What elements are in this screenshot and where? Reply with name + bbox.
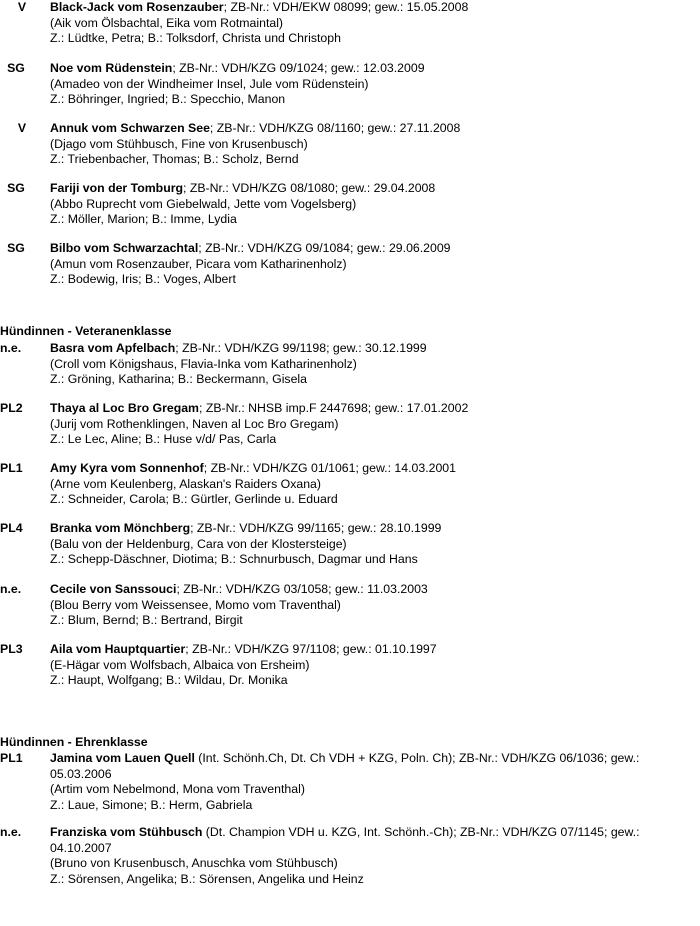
parents-line: (E-Hägar vom Wolfsbach, Albaica von Ersheim)	[50, 657, 310, 672]
dog-name: Bilbo vom Schwarzachtal	[50, 241, 199, 255]
breeder-line: Z.: Laue, Simone; B.: Herm, Gabriela	[50, 797, 253, 812]
registration-info: ; ZB-Nr.: VDH/KZG 08/1160; gew.: 27.11.2008	[209, 121, 461, 135]
parents-line: (Blou Berry vom Weissensee, Momo vom Traventhal)	[50, 597, 341, 612]
grade-badge: n.e.	[0, 582, 22, 596]
breeder-line: Z.: Le Lec, Aline; B.: Huse v/d/ Pas, Carla	[50, 432, 277, 446]
registration-info: ; ZB-Nr.: VDH/EKW 08099; gew.: 15.05.2008	[223, 0, 469, 14]
section-heading-honor: Hündinnen - Ehrenklasse	[0, 735, 148, 749]
registration-info: ; ZB-Nr.: VDH/KZG 97/1108; gew.: 01.10.1997	[185, 642, 437, 656]
registration-info: ; ZB-Nr.: VDH/KZG 09/1084; gew.: 29.06.2009	[198, 241, 451, 255]
parents-line: (Jurij vom Rothenklingen, Naven al Loc Bro Gregam)	[50, 416, 339, 431]
dog-name: Black-Jack vom Rosenzauber	[50, 0, 224, 14]
breeder-line: Z.: Schepp-Däschner, Diotima; B.: Schnurbusch, Dagmar und Hans	[50, 552, 418, 566]
grade-badge: SG	[7, 61, 25, 75]
dog-name: Fariji von der Tomburg	[50, 181, 183, 195]
registration-date-line: 05.03.2006	[50, 766, 112, 781]
parents-line: (Balu von der Heldenburg, Cara von der Klostersteige)	[50, 536, 347, 551]
dog-name: Noe vom Rüdenstein	[50, 61, 173, 75]
grade-badge: V	[17, 121, 27, 135]
grade-badge: PL4	[0, 521, 23, 535]
breeder-line: Z.: Blum, Bernd; B.: Bertrand, Birgit	[50, 613, 243, 627]
grade-badge: SG	[7, 181, 25, 195]
breeder-line: Z.: Triebenbacher, Thomas; B.: Scholz, Bernd	[50, 152, 299, 166]
grade-badge: SG	[7, 241, 25, 255]
registration-info: ; ZB-Nr.: VDH/KZG 08/1080; gew.: 29.04.2008	[183, 181, 436, 195]
grade-badge: n.e.	[0, 341, 22, 355]
dog-name: Amy Kyra vom Sonnenhof	[50, 461, 204, 475]
parents-line: (Artim vom Nebelmond, Mona vom Traventhal)	[50, 782, 305, 796]
breeder-line: Z.: Gröning, Katharina; B.: Beckermann, Gisela	[50, 372, 307, 386]
registration-info: (Int. Schönh.Ch, Dt. Ch VDH + KZG, Poln. Ch); ZB-Nr.: VDH/KZG 06/1036; gew.:	[194, 751, 640, 765]
grade-badge: PL1	[0, 751, 23, 765]
breeder-line: Z.: Bodewig, Iris; B.: Voges, Albert	[50, 272, 236, 286]
parents-line: (Amun vom Rosenzauber, Picara vom Katharinenholz)	[50, 256, 347, 271]
dog-name: Annuk vom Schwarzen See	[50, 121, 210, 135]
registration-info: ; ZB-Nr.: VDH/KZG 09/1024; gew.: 12.03.2009	[172, 61, 425, 75]
parents-line: (Croll vom Königshaus, Flavia-Inka vom Katharinenholz)	[50, 356, 357, 371]
parents-line: (Bruno von Krusenbusch, Anuschka vom Stühbusch)	[50, 856, 338, 870]
parents-line: (Aik vom Ölsbachtal, Eika vom Rotmaintal)	[50, 15, 284, 30]
registration-info: (Dt. Champion VDH u. KZG, Int. Schönh.-Ch); ZB-Nr.: VDH/KZG 07/1145; gew.:	[202, 825, 640, 839]
grade-badge: PL3	[0, 642, 23, 656]
dog-name: Branka vom Mönchberg	[50, 521, 191, 535]
section-heading-veteran: Hündinnen - Veteranenklasse	[0, 324, 172, 338]
parents-line: (Djago vom Stühbusch, Fine von Krusenbusch)	[50, 136, 308, 151]
dog-name: Franziska vom Stühbusch	[50, 825, 203, 839]
dog-name: Thaya al Loc Bro Gregam	[50, 401, 199, 415]
registration-date-line: 04.10.2007	[50, 840, 112, 855]
parents-line: (Amadeo von der Windheimer Insel, Jule vom Rüdenstein)	[50, 76, 369, 91]
registration-info: ; ZB-Nr.: VDH/KZG 01/1061; gew.: 14.03.2001	[203, 461, 456, 475]
breeder-line: Z.: Möller, Marion; B.: Imme, Lydia	[50, 212, 237, 226]
parents-line: (Arne vom Keulenberg, Alaskan's Raiders Oxana)	[50, 476, 321, 491]
breeder-line: Z.: Sörensen, Angelika; B.: Sörensen, Angelika und Heinz	[50, 871, 364, 886]
grade-badge: V	[17, 0, 27, 14]
dog-name: Jamina vom Lauen Quell	[50, 751, 195, 765]
breeder-line: Z.: Haupt, Wolfgang; B.: Wildau, Dr. Monika	[50, 673, 288, 687]
registration-info: ; ZB-Nr.: NHSB imp.F 2447698; gew.: 17.01.2002	[198, 401, 469, 415]
grade-badge: PL2	[0, 401, 23, 415]
dog-name: Basra vom Apfelbach	[50, 341, 176, 355]
breeder-line: Z.: Böhringer, Ingried; B.: Specchio, Manon	[50, 92, 286, 106]
registration-info: ; ZB-Nr.: VDH/KZG 99/1198; gew.: 30.12.1999	[175, 341, 427, 355]
breeder-line: Z.: Schneider, Carola; B.: Gürtler, Gerlinde u. Eduard	[50, 492, 338, 506]
registration-info: ; ZB-Nr.: VDH/KZG 03/1058; gew.: 11.03.2003	[176, 582, 428, 596]
dog-name: Cecile von Sanssouci	[50, 582, 177, 596]
parents-line: (Abbo Ruprecht vom Giebelwald, Jette vom Vogelsberg)	[50, 196, 357, 211]
dog-name: Aila vom Hauptquartier	[50, 642, 186, 656]
grade-badge: PL1	[0, 461, 23, 475]
registration-info: ; ZB-Nr.: VDH/KZG 99/1165; gew.: 28.10.1999	[190, 521, 442, 535]
breeder-line: Z.: Lüdtke, Petra; B.: Tolksdorf, Christa und Christoph	[50, 31, 341, 45]
grade-badge: n.e.	[0, 825, 22, 839]
